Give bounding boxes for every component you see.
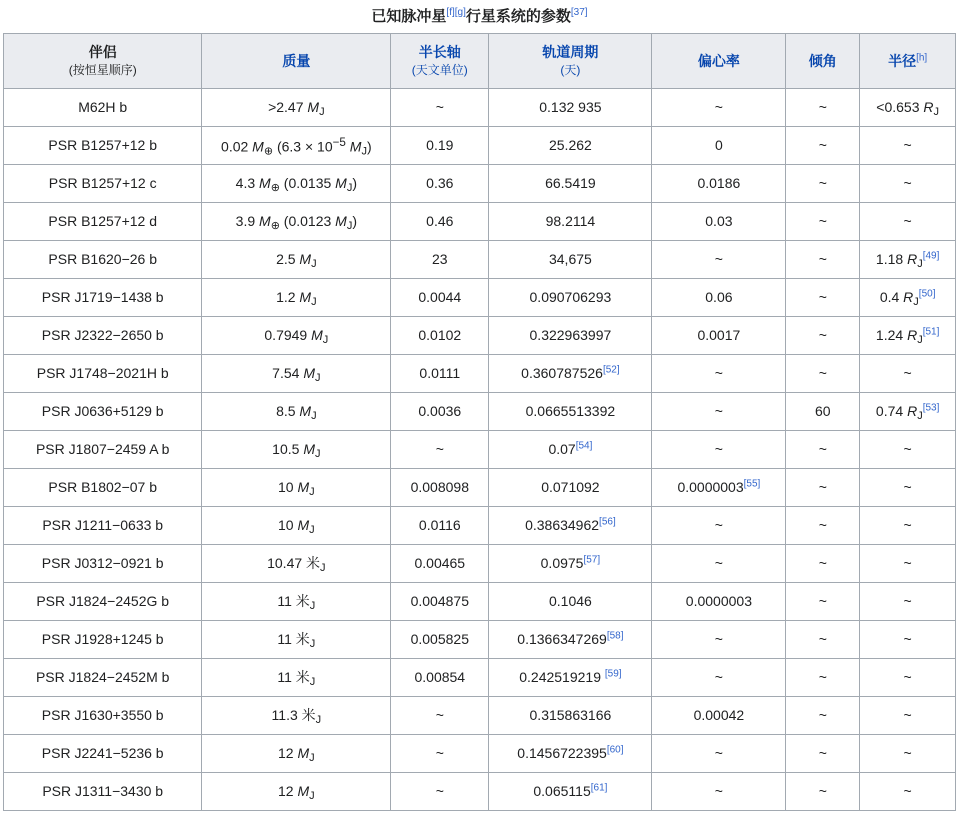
planet-orbital-period-cell: 0.360787526[52] [489,354,652,392]
table-header-row [4,34,956,89]
planet-orbital-period-cell: 98.2114 [489,202,652,240]
planet-semimajor-axis-cell: 0.00465 [391,544,489,582]
planet-inclination-cell: ~ [786,240,860,278]
planet-eccentricity-cell: ~ [652,734,786,772]
planet-mass-cell: 2.5 MJ [202,240,391,278]
planet-mass-cell: 0.02 M⊕ ($6.3 \times 10^{-5}$ MJ) [202,126,391,164]
table-row [4,126,956,164]
planet-radius-cell: ~ [860,772,956,810]
planet-semimajor-axis-cell: 0.005825 [391,620,489,658]
caption-text-middle: 行星系统的参数 [465,8,571,25]
table-row [4,620,956,658]
planet-radius-cell: <0.653 RJ [860,88,956,126]
planet-radius-cell: ~ [860,582,956,620]
planet-orbital-period-cell: 0.090706293 [489,278,652,316]
planet-name-text: PSR J0312−0921 b [41,555,164,572]
planet-mass-cell: 11 米J [202,620,391,658]
table-body [4,88,956,810]
planet-orbital-period-cell: 0.132 935 [489,88,652,126]
planet-orbital-period-cell: 0.1366347269[58] [489,620,652,658]
planet-name-link[interactable]: PSR J2322−2650 b [41,327,164,344]
planet-mass-cell: >2.47 MJ [202,88,391,126]
planet-semimajor-axis-cell: 23 [391,240,489,278]
column-header-semimajor-axis-sub[interactable]: (天文单位) [411,63,468,78]
planet-name-cell [4,696,202,734]
planet-inclination-cell: ~ [786,772,860,810]
planet-radius-cell: ~ [860,430,956,468]
table-row [4,278,956,316]
planet-inclination-cell: ~ [786,430,860,468]
planet-inclination-cell: ~ [786,316,860,354]
planet-name-text: PSR J2241−5236 b [41,745,164,762]
planet-semimajor-axis-cell: 0.19 [391,126,489,164]
table-row [4,164,956,202]
caption-ref-f[interactable]: [f] [446,7,455,18]
planet-name-text: PSR J1824−2452G b [36,593,170,610]
planet-name-cell [4,354,202,392]
planet-semimajor-axis-cell: 0.0111 [391,354,489,392]
planet-orbital-period-cell: 34,675 [489,240,652,278]
planet-inclination-cell: ~ [786,696,860,734]
planet-inclination-cell: ~ [786,164,860,202]
planet-inclination-cell: ~ [786,126,860,164]
column-header-eccentricity[interactable] [652,34,786,89]
planet-name-cell [4,772,202,810]
planet-name-cell [4,278,202,316]
table-row [4,240,956,278]
planet-inclination-cell: ~ [786,278,860,316]
column-header-inclination[interactable] [786,34,860,89]
planet-radius-cell: ~ [860,696,956,734]
planet-name-link[interactable]: PSR B1257+12 b [48,137,157,154]
planet-radius-cell: 0.74 RJ[53] [860,392,956,430]
table-caption [0,0,959,33]
column-header-orbital-period[interactable] [489,34,652,89]
pulsar-planets-table [3,33,956,811]
planet-mass-cell: 11 米J [202,658,391,696]
planet-radius-cell: 1.24 RJ[51] [860,316,956,354]
table-row [4,772,956,810]
planet-semimajor-axis-cell: 0.008098 [391,468,489,506]
planet-name-text: M62H b [78,99,128,116]
planet-name-cell [4,126,202,164]
planet-mass-cell: 10 MJ [202,468,391,506]
planet-name-cell [4,316,202,354]
planet-mass-cell: 11 米J [202,582,391,620]
planet-name-text: PSR J1630+3550 b [41,707,164,724]
planet-name-text: PSR J1928+1245 b [41,631,164,648]
planet-semimajor-axis-cell: 0.0116 [391,506,489,544]
planet-orbital-period-cell: 25.262 [489,126,652,164]
planet-mass-cell: 3.9 M⊕ (0.0123 MJ) [202,202,391,240]
column-header-semimajor-axis-label: 半长轴 [418,44,461,60]
planet-eccentricity-cell: ~ [652,658,786,696]
planet-eccentricity-cell: 0.06 [652,278,786,316]
planet-mass-cell: 0.7949 MJ [202,316,391,354]
planet-name-text: PSR J1824−2452M b [35,669,170,686]
planet-radius-cell: ~ [860,544,956,582]
planet-radius-cell: ~ [860,354,956,392]
planet-semimajor-axis-cell: 0.0102 [391,316,489,354]
planet-radius-cell: ~ [860,126,956,164]
table-row [4,316,956,354]
planet-name-cell [4,392,202,430]
planet-name-text: PSR J1748−2021H b [36,365,169,382]
table-row [4,88,956,126]
planet-inclination-cell: ~ [786,468,860,506]
planet-semimajor-axis-cell: 0.36 [391,164,489,202]
planet-eccentricity-cell: ~ [652,392,786,430]
planet-orbital-period-cell: 0.071092 [489,468,652,506]
planet-semimajor-axis-cell: 0.0044 [391,278,489,316]
planet-eccentricity-cell: 0.00042 [652,696,786,734]
planet-eccentricity-cell: 0.0000003[55] [652,468,786,506]
column-header-eccentricity-label: 偏心率 [697,52,740,69]
planet-semimajor-axis-cell: ~ [391,696,489,734]
planet-name-link[interactable]: PSR B1620−26 b [48,251,157,268]
planet-eccentricity-cell: ~ [652,506,786,544]
planet-mass-cell: 7.54 MJ [202,354,391,392]
planet-eccentricity-cell: 0 [652,126,786,164]
table-row [4,392,956,430]
table-row [4,506,956,544]
planet-name-text: PSR B1802−07 b [48,479,157,496]
column-header-inclination-label: 倾角 [808,52,837,69]
planet-orbital-period-cell: 0.38634962[56] [489,506,652,544]
planet-eccentricity-cell: ~ [652,430,786,468]
column-header-semimajor-axis[interactable] [391,34,489,89]
planet-orbital-period-cell: 0.322963997 [489,316,652,354]
column-header-radius-label: 半径 [888,52,917,69]
planet-orbital-period-cell: 0.1456722395[60] [489,734,652,772]
planet-semimajor-axis-cell: ~ [391,772,489,810]
planet-radius-cell: 0.4 RJ[50] [860,278,956,316]
column-header-mass-label: 质量 [282,52,311,69]
planet-name-cell [4,164,202,202]
planet-name-link[interactable]: PSR B1257+12 c [48,175,157,192]
planet-eccentricity-cell: 0.03 [652,202,786,240]
planet-eccentricity-cell: 0.0017 [652,316,786,354]
column-header-companion [4,34,202,89]
column-header-companion-label: 伴侣 [88,44,117,60]
table-row [4,582,956,620]
planet-name-cell [4,88,202,126]
planet-radius-cell: ~ [860,202,956,240]
table-row [4,658,956,696]
table-row [4,544,956,582]
planet-eccentricity-cell: 0.0000003 [652,582,786,620]
planet-mass-cell: 4.3 M⊕ (0.0135 MJ) [202,164,391,202]
table-row [4,430,956,468]
planet-name-cell [4,506,202,544]
planet-name-cell [4,202,202,240]
table-row [4,354,956,392]
planet-eccentricity-cell: ~ [652,620,786,658]
planet-orbital-period-cell: 0.242519219 [59] [489,658,652,696]
planet-orbital-period-cell: 0.07[54] [489,430,652,468]
planet-radius-cell: ~ [860,164,956,202]
planet-mass-cell: 11.3 米J [202,696,391,734]
planet-name-text: PSR J1807−2459 A b [35,441,170,458]
planet-radius-cell: ~ [860,734,956,772]
planet-eccentricity-cell: ~ [652,354,786,392]
column-header-radius-ref[interactable]: [h] [916,52,928,64]
planet-radius-cell: ~ [860,658,956,696]
planet-name-link[interactable]: PSR B1257+12 d [48,213,157,230]
planet-inclination-cell: ~ [786,658,860,696]
planet-name-cell [4,620,202,658]
column-header-radius[interactable] [860,34,956,89]
planet-orbital-period-cell: 66.5419 [489,164,652,202]
planet-radius-cell: 1.18 RJ[49] [860,240,956,278]
planet-name-link[interactable]: PSR J1719−1438 b [41,289,164,306]
planet-name-cell [4,468,202,506]
planet-semimajor-axis-cell: ~ [391,734,489,772]
table-row [4,468,956,506]
planet-mass-cell: 10 MJ [202,506,391,544]
planet-inclination-cell: ~ [786,88,860,126]
planet-semimajor-axis-cell: 0.0036 [391,392,489,430]
planet-radius-cell: ~ [860,468,956,506]
table-row [4,734,956,772]
planet-inclination-cell: ~ [786,734,860,772]
planet-semimajor-axis-cell: ~ [391,88,489,126]
planet-orbital-period-cell: 0.0975[57] [489,544,652,582]
planet-inclination-cell: ~ [786,202,860,240]
planet-radius-cell: ~ [860,506,956,544]
planet-inclination-cell: ~ [786,582,860,620]
planet-mass-cell: 8.5 MJ [202,392,391,430]
planet-orbital-period-cell: 0.065115[61] [489,772,652,810]
planet-semimajor-axis-cell: 0.46 [391,202,489,240]
planet-orbital-period-cell: 0.315863166 [489,696,652,734]
planet-eccentricity-cell: ~ [652,240,786,278]
planet-name-cell [4,544,202,582]
planet-radius-cell: ~ [860,620,956,658]
table-row [4,696,956,734]
planet-orbital-period-cell: 0.1046 [489,582,652,620]
planet-mass-cell: 12 MJ [202,734,391,772]
planet-inclination-cell: ~ [786,544,860,582]
planet-semimajor-axis-cell: ~ [391,430,489,468]
planet-eccentricity-cell: ~ [652,88,786,126]
planet-semimajor-axis-cell: 0.004875 [391,582,489,620]
column-header-companion-sub: (按恒星顺序) [68,63,137,78]
planet-inclination-cell: ~ [786,620,860,658]
planet-semimajor-axis-cell: 0.00854 [391,658,489,696]
planet-name-cell [4,430,202,468]
column-header-mass[interactable] [202,34,391,89]
planet-name-text: PSR J1311−3430 b [42,783,164,800]
planet-orbital-period-cell: 0.0665513392 [489,392,652,430]
planet-mass-cell: 10.5 MJ [202,430,391,468]
planet-mass-cell: 1.2 MJ [202,278,391,316]
caption-ref-g[interactable]: [g] [454,7,466,18]
planet-mass-cell: 10.47 米J [202,544,391,582]
planet-eccentricity-cell: ~ [652,772,786,810]
planet-name-text: PSR J0636+5129 b [41,403,164,420]
planet-inclination-cell: ~ [786,354,860,392]
planet-name-cell [4,582,202,620]
caption-ref-37[interactable]: [37] [570,7,588,18]
planet-inclination-cell: 60 [786,392,860,430]
column-header-orbital-period-sub[interactable]: (天) [560,63,581,78]
planet-mass-cell: 12 MJ [202,772,391,810]
planet-name-cell [4,658,202,696]
planet-name-cell [4,240,202,278]
table-row [4,202,956,240]
planet-name-cell [4,734,202,772]
column-header-orbital-period-label: 轨道周期 [542,44,599,60]
caption-text-before: 已知脉冲星 [371,8,447,25]
planet-eccentricity-cell: 0.0186 [652,164,786,202]
planet-inclination-cell: ~ [786,506,860,544]
planet-eccentricity-cell: ~ [652,544,786,582]
planet-name-text: PSR J1211−0633 b [42,517,164,534]
